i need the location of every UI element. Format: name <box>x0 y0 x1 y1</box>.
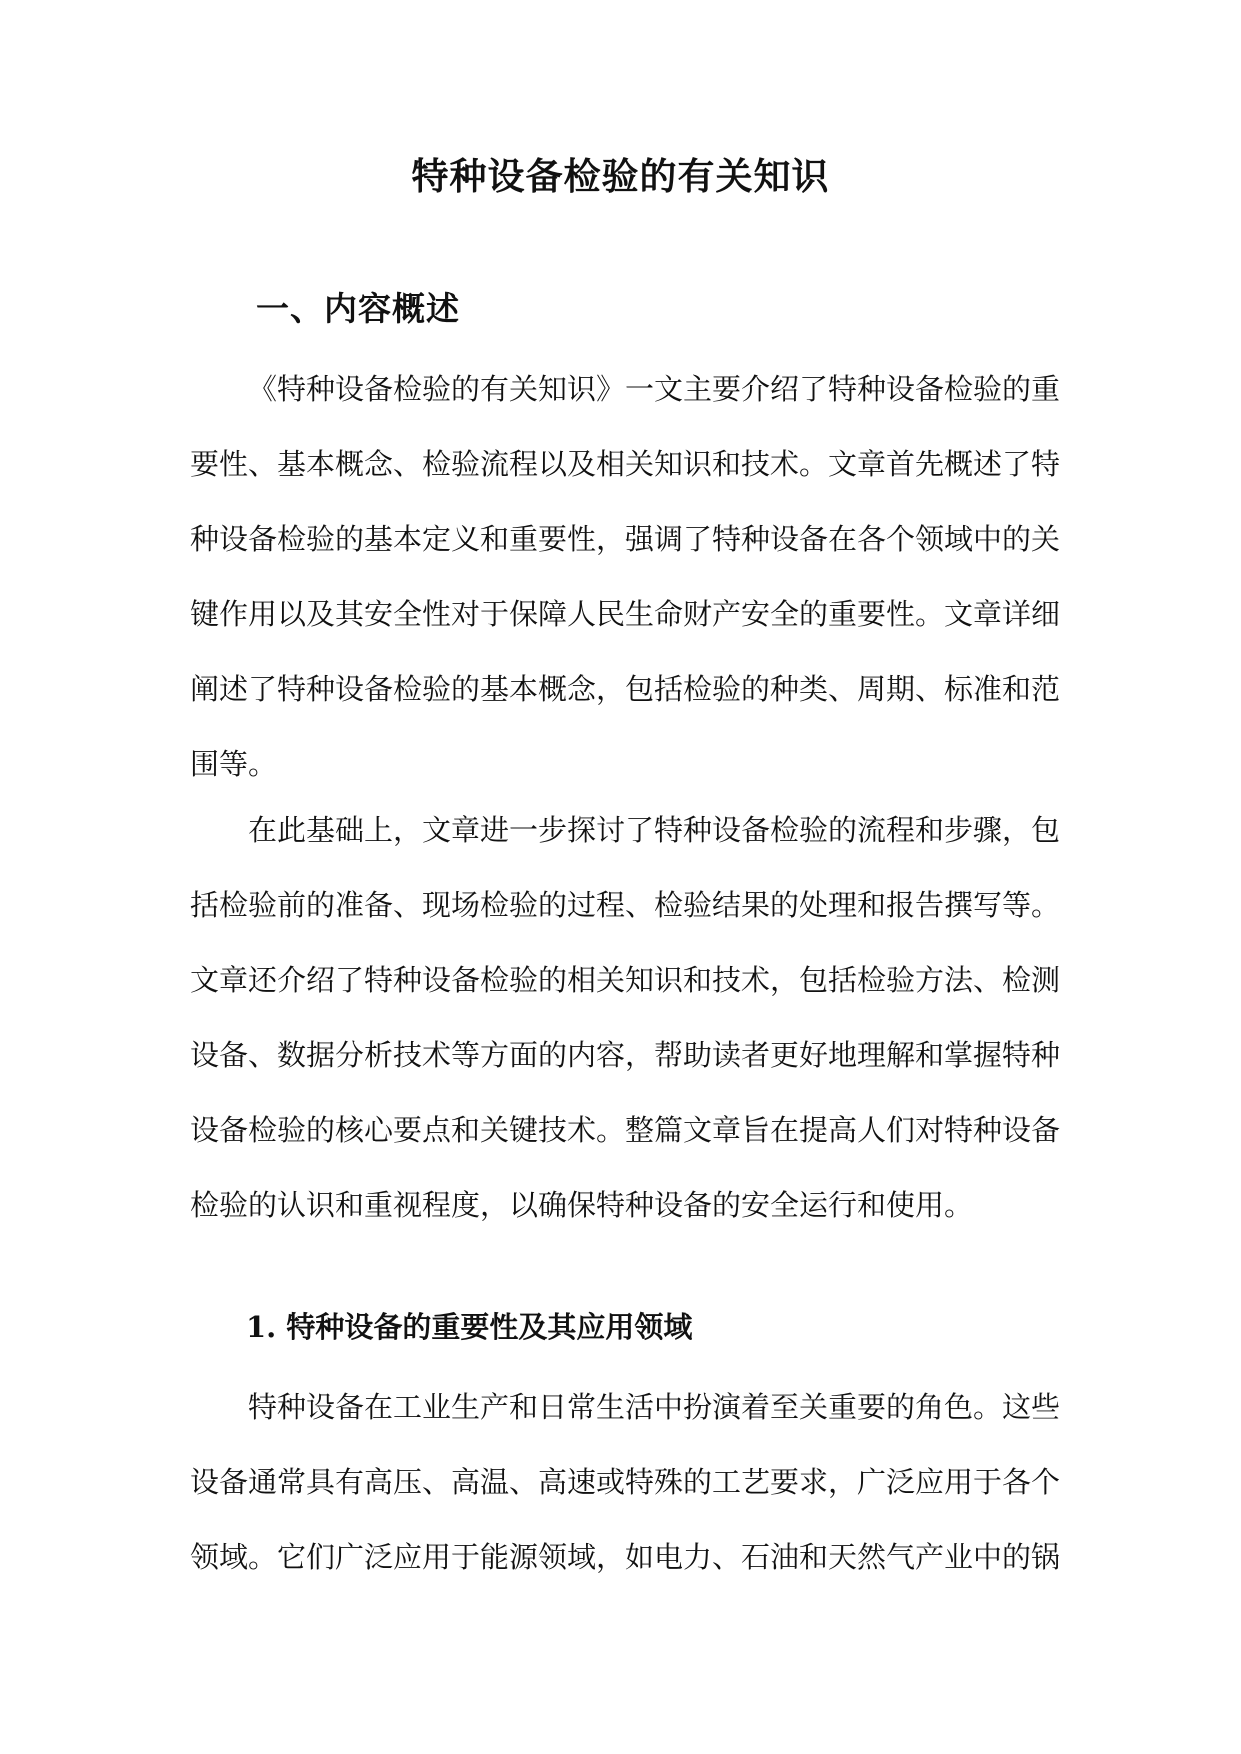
document-title: 特种设备检验的有关知识 <box>411 154 830 198</box>
paragraph-overview-2: 在此基础上，文章进一步探讨了特种设备检验的流程和步骤，包括检验前的准备、现场检验的过程、检验结果的处理和报告撰写等。文章还介绍了特种设备检验的相关知识和技术，包括检验方法、检测设备、数据分析技术等方面的内容，帮助读者更好地理解和掌握特种设备检验的核心要点和关键技术。整篇文章旨在提高人们对特种设备检验的认识和重视程度，以确保特种设备的安全运行和使用。 <box>190 813 1061 1222</box>
section-heading-content-overview: 一、内容概述 <box>256 289 460 328</box>
subsection-heading-importance-and-applications: 1. 特种设备的重要性及其应用领域 <box>246 1310 693 1344</box>
paragraph-importance-1: 特种设备在工业生产和日常生活中扮演着至关重要的角色。这些设备通常具有高压、高温、高速或特殊的工艺要求，广泛应用于各个领域。它们广泛应用于能源领域，如电力、石油和天然气产业中的锅 <box>190 1390 1061 1574</box>
paragraph-overview-1: 《特种设备检验的有关知识》一文主要介绍了特种设备检验的重要性、基本概念、检验流程以及相关知识和技术。文章首先概述了特种设备检验的基本定义和重要性，强调了特种设备在各个领域中的关键作用以及其安全性对于保障人民生命财产安全的重要性。文章详细阐述了特种设备检验的基本概念，包括检验的种类、周期、标准和范围等。 <box>190 372 1061 781</box>
